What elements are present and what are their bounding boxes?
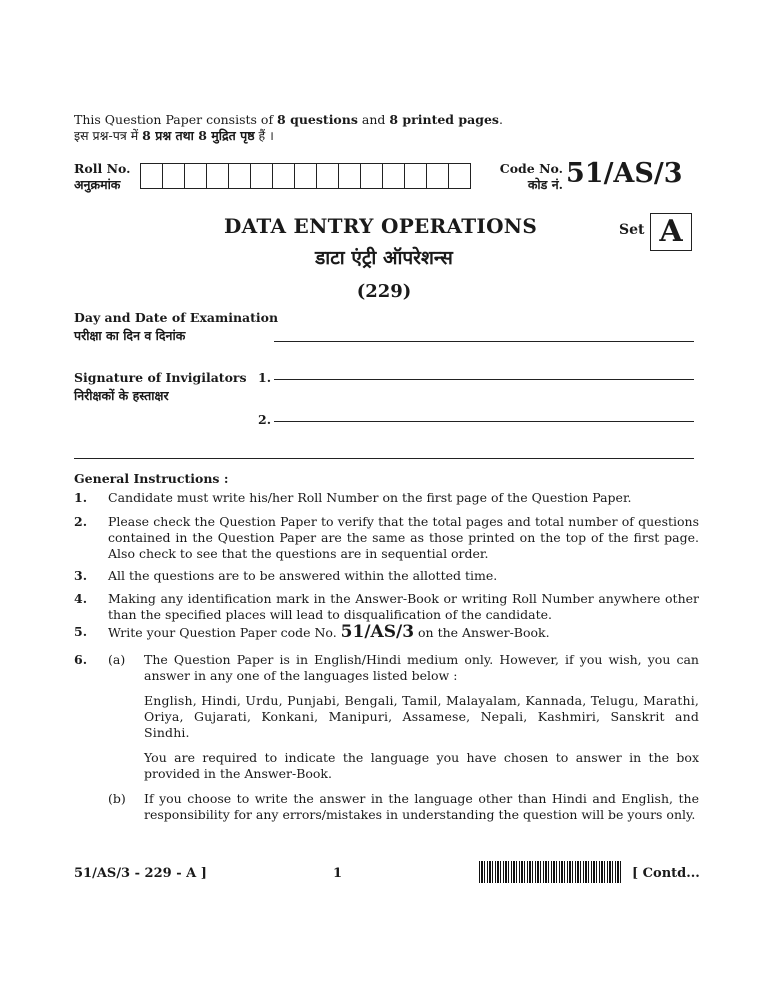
- set-label: Set: [619, 222, 645, 238]
- subject-title: DATA ENTRY OPERATIONS: [224, 214, 538, 238]
- instruction-2: 2. Please check the Question Paper to verify that the total pages and total number of questions contained in the Question Paper are the same as those printed on the top of the first page. Also check to see that the questions are in sequential order.: [74, 514, 699, 561]
- invigilators-label-hi: निरीक्षकों के हस्ताक्षर: [74, 388, 169, 403]
- roll-number-boxes[interactable]: [140, 163, 470, 189]
- roll-label-hi: अनुक्रमांक: [74, 177, 121, 192]
- code-label: Code No.: [499, 161, 563, 176]
- invigilator-1-line[interactable]: [274, 379, 694, 380]
- exam-date-line[interactable]: [274, 341, 694, 342]
- exam-date-label-hi: परीक्षा का दिन व दिनांक: [74, 328, 186, 343]
- invigilators-label: Signature of Invigilators: [74, 370, 247, 385]
- pages-info-hi: इस प्रश्न-पत्र में 8 प्रश्न तथा 8 मुद्रित पृष्ठ हैं ।: [74, 128, 274, 143]
- footer-code: 51/AS/3 - 229 - A ]: [74, 866, 207, 881]
- invigilator-1-number: 1.: [258, 370, 272, 385]
- instruction-4: 4. Making any identification mark in the Answer-Book or writing Roll Number anywhere other than the specified places will lead to disqualification of the candidate.: [74, 591, 699, 622]
- roll-label: Roll No.: [74, 161, 131, 176]
- page-number: 1: [333, 866, 343, 881]
- set-box: A: [650, 213, 692, 251]
- invigilator-2-line[interactable]: [274, 421, 694, 422]
- continued-label: [ Contd...: [632, 866, 700, 881]
- exam-date-label: Day and Date of Examination: [74, 310, 279, 325]
- subject-code: (229): [356, 281, 412, 302]
- instruction-3: 3. All the questions are to be answered within the allotted time.: [74, 568, 498, 583]
- instruction-5: 5. Write your Question Paper code No. 51/AS/3 on the Answer-Book.: [74, 622, 550, 642]
- subject-title-hi: डाटा एंट्री ऑपरेशन्स: [315, 247, 453, 269]
- pages-info-en: This Question Paper consists of 8 questions and 8 printed pages.: [74, 112, 503, 127]
- instruction-6: 6. (a) The Question Paper is in English/Hindi medium only. However, if you wish, you can answer in any one of the languages listed below : English, Hindi, Urdu, Punjabi, Bengali, Tamil, Malayalam, Kannada, Telugu, Marathi, Oriya, Gujarati, Konkani, Manipuri, Assamese, Nepali, Kashmiri, Sanskrit and Sindhi. You are required to indicate the language you have chosen to answer in the box provided in the Answer-Book. (b) If you choose to write the answer in the language other than Hindi and English, the responsibility for any errors/mistakes in understanding the question will be yours only.: [74, 652, 699, 822]
- instruction-1: 1. Candidate must write his/her Roll Number on the first page of the Question Paper.: [74, 490, 632, 505]
- code-value: 51/AS/3: [566, 158, 683, 189]
- barcode-icon: [479, 861, 621, 883]
- instructions-heading: General Instructions :: [74, 471, 229, 486]
- code-label-hi: कोड नं.: [527, 177, 563, 192]
- divider: [74, 458, 694, 459]
- invigilator-2-number: 2.: [258, 412, 272, 427]
